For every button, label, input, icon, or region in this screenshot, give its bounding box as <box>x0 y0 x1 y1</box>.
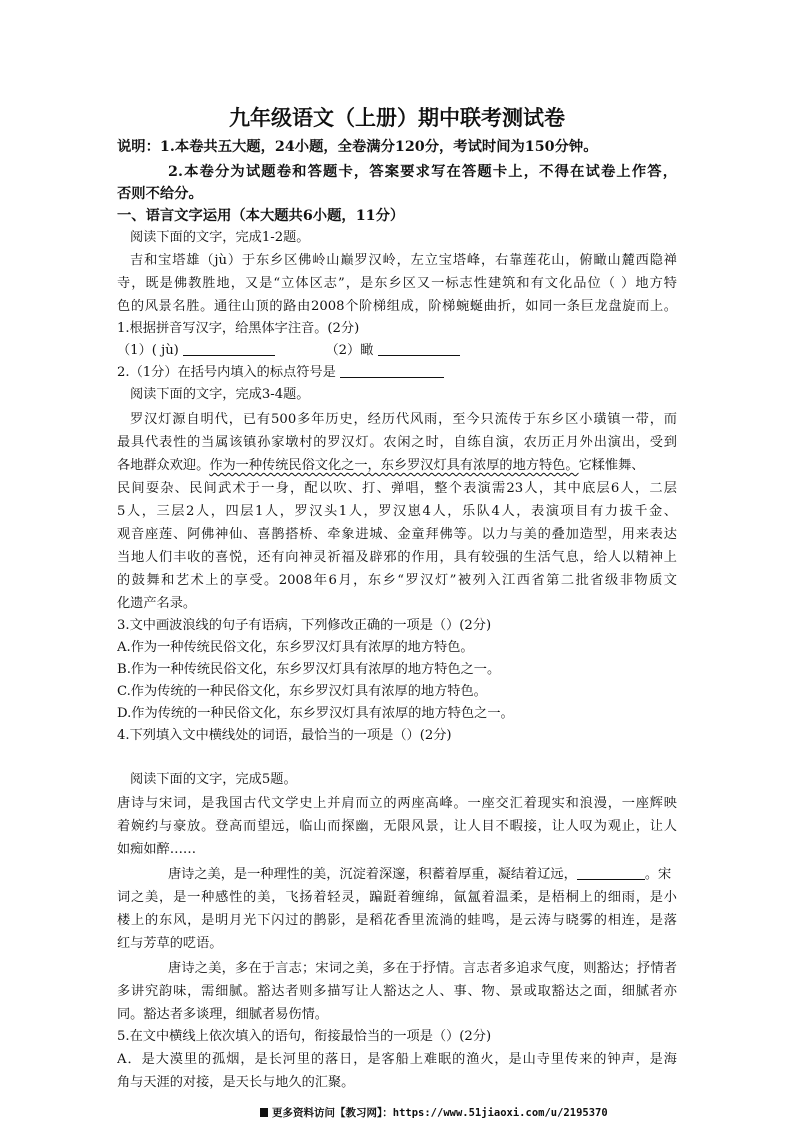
reading-intro-2: 阅读下面的文字，完成3-4题。 <box>130 387 310 402</box>
reading-intro-3: 阅读下面的文字，完成5题。 <box>130 772 297 787</box>
passage-4-line: 词之美，是一种感性的美，飞扬着轻灵，蹁跹着缠绵，氤氲着温柔，是梧桐上的细雨，是小 <box>117 890 677 905</box>
passage-3-line: 如痴如醉…… <box>117 842 197 857</box>
question-2-row <box>117 362 677 384</box>
reading-intro-1: 阅读下面的文字，完成1-2题。 <box>130 230 310 245</box>
passage-1-line: 吉和宝塔雄（jù）于东乡区佛岭山巅罗汉岭，左立宝塔峰，右靠莲花山，俯瞰山麓西隐禅 <box>130 253 677 268</box>
passage-2-line: 民间耍杂、民间武术于一身，配以吹、打、弹唱，整个表演需23人，其中底层6人，二层 <box>117 481 677 496</box>
q1-blank-1 <box>183 341 275 356</box>
passage-2-text: 它糅惟舞、 <box>578 458 645 473</box>
q5-option-a-line: A．是大漠里的孤烟，是长河里的落日，是客船上难眠的渔火，是山寺里传来的钟声，是海 <box>117 1052 677 1067</box>
footer-text: 更多资料访问【教习网】：https://www.51jiaoxi.com/u/2195370 <box>272 1107 608 1119</box>
passage-4-line: 楼上的东风，是明月光下闪过的鹊影，是稻花香里流淌的蛙鸣，是云涛与晓雾的相连，是落 <box>117 913 677 928</box>
passage-3-line: 唐诗与宋词，是我国古代文学史上并肩而立的两座高峰。一座交汇着现实和浪漫，一座辉映 <box>117 796 677 811</box>
passage-4-line: 红与芳草的呓语。 <box>117 936 223 951</box>
note-2a: 2.本卷分为试题卷和答题卡，答案要求写在答题卡上，不得在试卷上作答， <box>168 164 677 180</box>
passage-4-line <box>168 864 677 886</box>
section-1-heading: 一、语言文字运用（本大题共6小题，11分） <box>117 208 405 224</box>
passage-5-line: 多讲究韵味，需细腻。豁达者则多描写让人豁达之人、事、物、景或取豁达之面，细腻者亦 <box>117 984 677 999</box>
passage-2-line: 5人，三层2人，四层1人，罗汉头1人，罗汉崽4人，乐队4人，表演项目有力拔千金、 <box>117 504 677 519</box>
passage-5-line: 唐诗之美，多在于言志；宋词之美，多在于抒情。言志者多追求气度，则豁达；抒情者 <box>168 961 677 976</box>
passage-4-text: 唐诗之美，是一种理性的美，沉淀着深邃，积蓄着厚重，凝结着辽远， <box>168 867 577 882</box>
passage-1-line: 寺，既是佛教胜地，又是“立体区志”，是东乡区又一标志性建筑和有文化品位（ ）地方特 <box>117 276 677 291</box>
q3-option-b: B.作为一种传统民俗文化，东乡罗汉灯具有浓厚的地方特色之一。 <box>117 662 501 677</box>
q3-option-d: D.作为传统的一种民俗文化，东乡罗汉灯具有浓厚的地方特色之一。 <box>117 706 514 721</box>
q1-item-1: （1）( jù) <box>117 343 179 358</box>
passage-3-line: 着婉约与豪放。登高而望远，临山而探幽，无限风景，让人目不暇接，让人叹为观止，让人 <box>117 819 677 834</box>
q2-blank <box>340 363 444 378</box>
page-title: 九年级语文（上册）期中联考测试卷 <box>229 105 565 130</box>
passage-2-line: 化遗产名录。 <box>117 596 197 611</box>
q3-option-c: C.作为传统的一种民俗文化，东乡罗汉灯具有浓厚的地方特色。 <box>117 684 487 699</box>
q5-option-a-line: 角与天涯的对接，是天长与地久的汇聚。 <box>117 1075 355 1090</box>
passage-2-line <box>117 455 677 477</box>
footer-link[interactable] <box>260 1106 680 1120</box>
question-1-answers <box>117 340 677 362</box>
passage-2-line: 观音座莲、阿佛神仙、喜鹊搭桥、牵象进城、金童拜佛等。以力与美的叠加造型，用来表达 <box>117 527 677 542</box>
passage-5-line: 同。豁达者多谈理，细腻者易伤情。 <box>117 1007 328 1022</box>
wavy-sentence: 作为一种传统民俗文化之一，东乡罗汉灯具有浓厚的地方特色。 <box>209 458 579 473</box>
question-4: 4.下列填入文中横线处的词语，最恰当的一项是（）(2分) <box>117 728 452 743</box>
passage-2-line: 最具代表性的当属该镇孙家墩村的罗汉灯。农闲之时，自练自演，农历正月外出演出，受到 <box>117 435 677 450</box>
passage-4-text: 。宋 <box>644 867 672 882</box>
p4-blank <box>577 865 645 880</box>
q3-option-a: A.作为一种传统民俗文化，东乡罗汉灯具有浓厚的地方特色。 <box>117 640 474 655</box>
question-1: 1.根据拼音写汉字，给黑体字注音。(2分) <box>117 321 360 336</box>
question-2: 2.（1分）在括号内填入的标点符号是 <box>117 365 336 380</box>
passage-2-text: 各地群众欢迎。 <box>117 458 210 473</box>
passage-2-line: 的鼓舞和艺术上的享受。2008年6月，东乡“罗汉灯”被列入江西省第二批省级非物质文 <box>117 573 677 588</box>
note-1: 说明：1.本卷共五大题，24小题，全卷满分120分，考试时间为150分钟。 <box>117 139 598 155</box>
q1-item-2: （2）瞰 <box>325 343 374 358</box>
question-3: 3.文中画波浪线的句子有语病，下列修改正确的一项是（）(2分) <box>117 618 492 633</box>
passage-2-line: 当地人们丰收的喜悦，还有向神灵祈福及辟邪的作用，具有较强的生活气息，给人以精神上 <box>117 550 677 565</box>
passage-1-line: 色的风景名胜。通往山顶的路由2008个阶梯组成，阶梯蜿蜒曲折，如同一条巨龙盘旋而上。 <box>117 299 677 314</box>
flag-icon <box>260 1108 268 1117</box>
q1-blank-2 <box>378 341 460 356</box>
question-5: 5.在文中横线上依次填入的语句，衔接最恰当的一项是（）(2分) <box>117 1029 492 1044</box>
passage-2-line: 罗汉灯源自明代，已有500多年历史，经历代风雨，至今只流传于东乡区小璜镇一带，而 <box>130 412 677 427</box>
note-2b: 否则不给分。 <box>117 186 203 202</box>
